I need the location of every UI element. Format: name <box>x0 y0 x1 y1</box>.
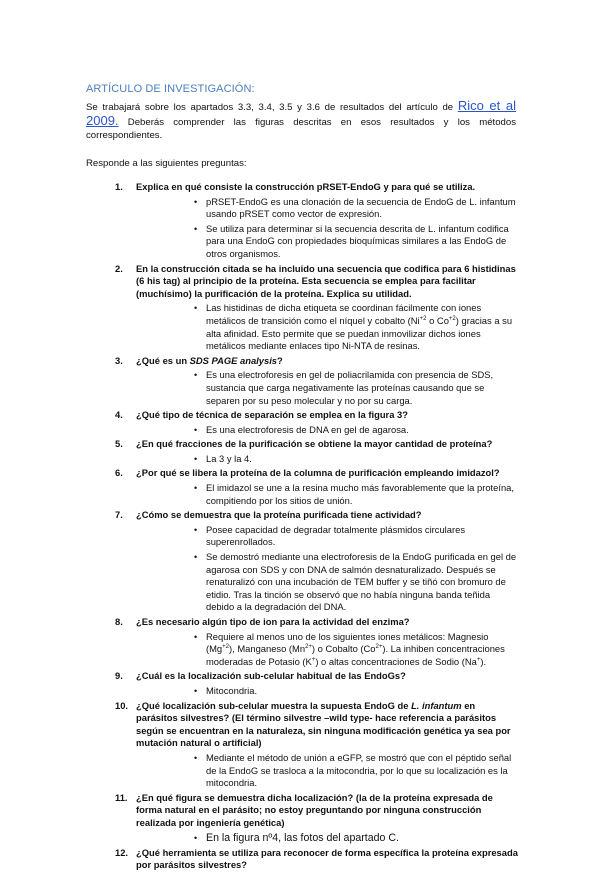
question-number: 7. <box>115 509 123 521</box>
answer-item <box>136 302 518 352</box>
question-item <box>86 263 518 353</box>
answer-item <box>136 453 518 466</box>
answer-text: pRSET-EndoG es una clonación de la secuencia de EndoG de L. infantum usando pRSET como vector de expresión. <box>206 195 516 220</box>
answer-item <box>136 524 518 549</box>
question-list <box>86 181 518 874</box>
question-text: ¿Por qué se libera la proteína de la columna de purificación empleando imidazol? <box>136 467 500 479</box>
answer-item <box>136 631 518 669</box>
question-number: 2. <box>115 262 123 274</box>
answer-item <box>136 369 518 407</box>
question-number: 1. <box>115 181 123 192</box>
question-text: ¿Es necesario algún tipo de ion para la actividad del enzima? <box>136 616 410 627</box>
intro-text-start: Se trabajará sobre los apartados 3.3, 3.4, 3.5 y 3.6 de resultados del artículo de <box>86 102 458 113</box>
answer-item <box>136 424 518 437</box>
answer-text: En la figura nº4, las fotos del apartado C. <box>206 831 399 844</box>
question-text: ¿Qué localización sub-celular muestra la supuesta EndoG de L. infantum en parásitos silvestres? (El término silvestre –wild type- hace referencia a parásitos según se encuentran en la naturaleza, sin ninguna modificación genética ya sea por mutación natural o artificial) <box>136 699 511 749</box>
question-item <box>86 847 518 872</box>
answer-text: Mediante el método de unión a eGFP, se mostró que con el péptido señal de la EndoG se trasloca a la mitocondria, por lo que su localización es la mitocondria. <box>206 751 512 789</box>
answer-item <box>136 551 518 614</box>
answer-text: Mitocondria. <box>206 684 258 696</box>
question-item <box>86 616 518 668</box>
question-number: 11. <box>115 791 128 803</box>
section-heading: ARTÍCULO DE INVESTIGACIÓN: <box>86 83 255 95</box>
article-reference-link[interactable]: Rico et al 2009. <box>86 98 516 129</box>
question-item <box>86 467 518 507</box>
question-item <box>86 792 518 845</box>
answer-text: Posee capacidad de degradar totalmente plásmidos circulares superenrollados. <box>206 523 466 548</box>
bullet-icon: • <box>194 552 198 563</box>
answer-item <box>136 196 518 221</box>
bullet-icon: • <box>194 196 198 207</box>
question-item <box>86 700 518 790</box>
intro-paragraph <box>86 99 516 143</box>
question-text: ¿Qué es un SDS PAGE analysis? <box>136 354 283 366</box>
answer-item <box>136 832 518 845</box>
bullet-icon: • <box>194 223 198 234</box>
bullet-icon: • <box>194 424 198 435</box>
question-number: 10. <box>115 699 129 711</box>
answer-item <box>136 223 518 261</box>
question-text: ¿Qué herramienta se utiliza para reconocer de forma específica la proteína expresada por parásitos silvestres? <box>136 846 518 871</box>
question-text: ¿Cómo se demuestra que la proteína purificada tiene actividad? <box>136 509 422 521</box>
bullet-icon: • <box>194 303 198 314</box>
question-text: ¿En qué fracciones de la purificación se obtiene la mayor cantidad de proteína? <box>136 438 493 450</box>
bullet-icon: • <box>194 752 198 763</box>
question-number: 12. <box>115 846 129 858</box>
question-number: 3. <box>115 354 123 366</box>
question-item <box>86 181 518 261</box>
question-number: 9. <box>115 670 123 682</box>
answer-item <box>136 482 518 507</box>
question-text: ¿Qué tipo de técnica de separación se emplea en la figura 3? <box>136 409 408 421</box>
question-text: ¿Cuál es la localización sub-celular habitual de las EndoGs? <box>136 670 406 682</box>
question-number: 8. <box>115 616 123 627</box>
question-text: Explica en qué consiste la construcción pRSET-EndoG y para qué se utiliza. <box>136 181 476 192</box>
answer-text: Es una electroforesis en gel de poliacrilamida con presencia de SDS, sustancia que carga negativamente las proteínas causando que se separen por su peso molecular y no por su carga. <box>206 369 494 406</box>
bullet-icon: • <box>194 631 198 642</box>
bullet-icon: • <box>194 524 198 535</box>
answer-text: Se demostró mediante una electroforesis de la EndoG purificada en gel de agarosa con SDS y con DNA de salmón desnaturalizado. Después se renaturalizó con una incubación de TEM buffer y se tiñó con bromuro de etidio. Tras la tinción se observó que no había ninguna banda teñida debido a la degradación del DNA. <box>206 551 517 613</box>
answer-text: La 3 y la 4. <box>206 452 252 464</box>
answer-text: El imidazol se une a la resina mucho más favorablemente que la proteína, compitiendo por los sitios de unión. <box>206 482 514 506</box>
question-item <box>86 509 518 614</box>
question-text: En la construcción citada se ha incluido una secuencia que codifica para 6 histidinas (6 his tag) al principio de la proteína. Esta secuencia se emplea para facilitar (muchísimo) la purificación de la proteína. Explica su utilidad. <box>136 262 516 299</box>
bullet-icon: • <box>194 483 198 494</box>
answer-text: Es una electroforesis de DNA en gel de agarosa. <box>206 423 409 435</box>
questions-prompt: Responde a las siguientes preguntas: <box>86 158 247 169</box>
answer-item <box>136 685 518 698</box>
answer-item <box>136 752 518 790</box>
answer-text: Se utiliza para determinar si la secuencia descrita de L. infantum codifica para una EndoG con propiedades bioquímicas similares a las EndoG de otros organismos. <box>206 222 509 259</box>
bullet-icon: • <box>194 453 198 464</box>
answer-text: Requiere al menos uno de los siguientes iones metálicos: Magnesio $(Mg^{+2})$, Manganeso $(Mn^{2+})$ o Cobalto $(Co^{2+})$. La inhiben concentraciones moderadas de Potasio (K+) o altas concentraciones de Sodio (Na+). <box>206 630 505 667</box>
intro-text-end: Deberás comprender las figuras descritas en esos resultados y los métodos correspondientes. <box>86 117 516 142</box>
question-item <box>86 438 518 465</box>
question-item <box>86 670 518 697</box>
bullet-icon: • <box>194 832 198 843</box>
question-number: 5. <box>115 438 123 450</box>
question-item <box>86 355 518 407</box>
question-number: 4. <box>115 409 123 421</box>
bullet-icon: • <box>194 685 198 696</box>
bullet-icon: • <box>194 370 198 381</box>
answer-text: Las histidinas de dicha etiqueta se coordinan fácilmente con iones metálicos de transición como el níquel y cobalto ($Ni^{+2}$ o $Co^{+2}$) gracias a su alta afinidad. Esto permite que se puedan inmovilizar dichos iones metálicos mediante enlaces tipo Ni-NTA de resinas. <box>206 302 513 352</box>
question-text: ¿En qué figura se demuestra dicha localización? (la de la proteína expresada de forma natural en el parásito; no estoy preguntando por ninguna construcción realizada por ingeniería genética) <box>136 791 493 828</box>
question-number: 6. <box>115 467 123 479</box>
question-item <box>86 409 518 436</box>
